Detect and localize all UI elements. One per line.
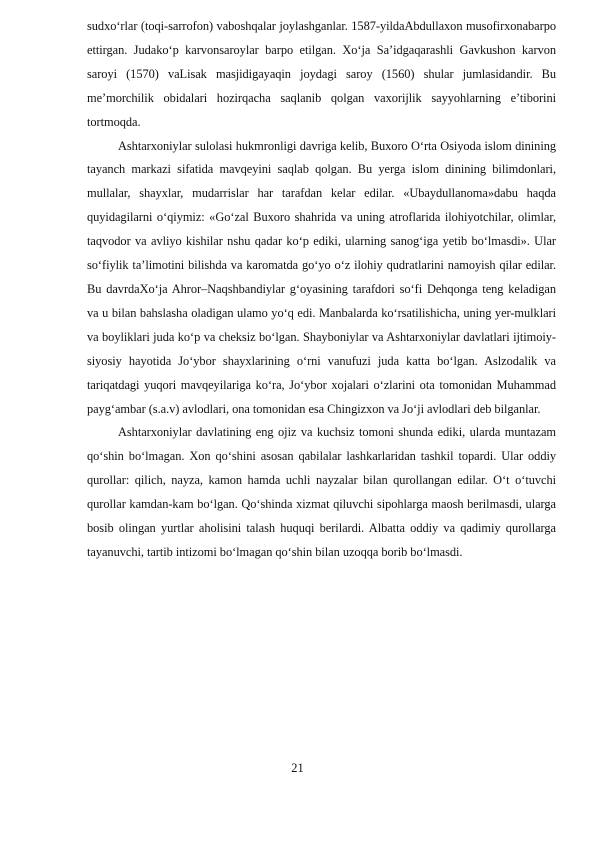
paragraph-ashtarxanid-religion: Ashtarxoniylar sulolasi hukmronligi davriga kelib, Buxoro O‘rta Osiyoda islom dinining tayanch markazi sifatida mavqeyini saqlab qolgan. Bu yerga islom dinining bilimdonlari, mullalar, shayxlar, mudarrislar har tarafdan kelar edilar. «Ubaydullanoma»dabu haqda quyidagilarni o‘qiymiz: «Go‘zal Buxoro shahrida va uning atroflarida ilohiyotchilar, olimlar, taqvodor va avliyo kishilar nshu qadar ko‘p ediki, ularning sanog‘iga yetib bo‘lmasdi». Ular so‘fiylik ta’limotini bilishda va karomatda go‘yo o‘z ilohiy qudratlarini namoyish qilar edilar. Bu davrdaXo‘ja Ahror–Naqshbandiylar g‘oyasining tarafdori so‘fi Dehqonga teng keladigan va u bilan bahslasha oladigan ulamo yo‘q edi. Manbalarda ko‘rsatilishicha, uning yer-mulklari va boyliklari juda ko‘p va cheksiz bo‘lgan. Shayboniylar va Ashtarxoniylar davlatlari ijtimoiy-siyosiy hayotida Jo‘ybor shayxlarining o‘rni vanufuzi juda katta bo‘lgan. Aslzodalik va tariqatdagi yuqori mavqeyilariga ko‘ra, Jo‘ybor xojalari o‘zlarini ota tomonidan Muhammad payg‘ambar (s.a.v) avlodlari, ona tomonidan esa Chingizxon va Jo‘ji avlodlari deb bilganlar. — [87, 138, 556, 416]
paragraph-caravanserais: sudxo‘rlar (toqi-sarrofon) vaboshqalar joylashganlar. 1587-yildaAbdullaxon musofirxonabarpo ettirgan. Judako‘p karvonsaroylar barpo etilgan. Xo‘ja Sa’idgaqarashli Gavkushon karvon saroyi (1570) vaLisak masjidigayaqin joydagi saroy (1560) shular jumlasidandir. Bu me’morchilik obidalari hozirqacha saqlanib qolgan vaxorijlik sayyohlarning e’tiborini tortmoqda. — [87, 19, 556, 129]
page-number: 21 — [291, 761, 304, 775]
paragraph-ashtarxanid-army: Ashtarxoniylar davlatining eng ojiz va kuchsiz tomoni shunda ediki, ularda muntazam qo‘shin bo‘lmagan. Xon qo‘shini asosan qabilalar lashkarlaridan tashkil topardi. Ular oddiy qurollar: qilich, nayza, kamon hamda uchli nayzalar bilan qurollangan edilar. O‘t o‘tuvchi qurollar kamdan-kam bo‘lgan. Qo‘shinda xizmat qiluvchi sipohlarga maosh berilmasdi, ularga bosib olingan yurtlar aholisini talash huquqi berilardi. Albatta oddiy va qadimiy qurollarga tayanuvchi, tartib intizomi bo‘lmagan qo‘shin bilan uzoqqa borib bo‘lmasdi. — [87, 425, 556, 559]
document-body — [87, 15, 556, 565]
